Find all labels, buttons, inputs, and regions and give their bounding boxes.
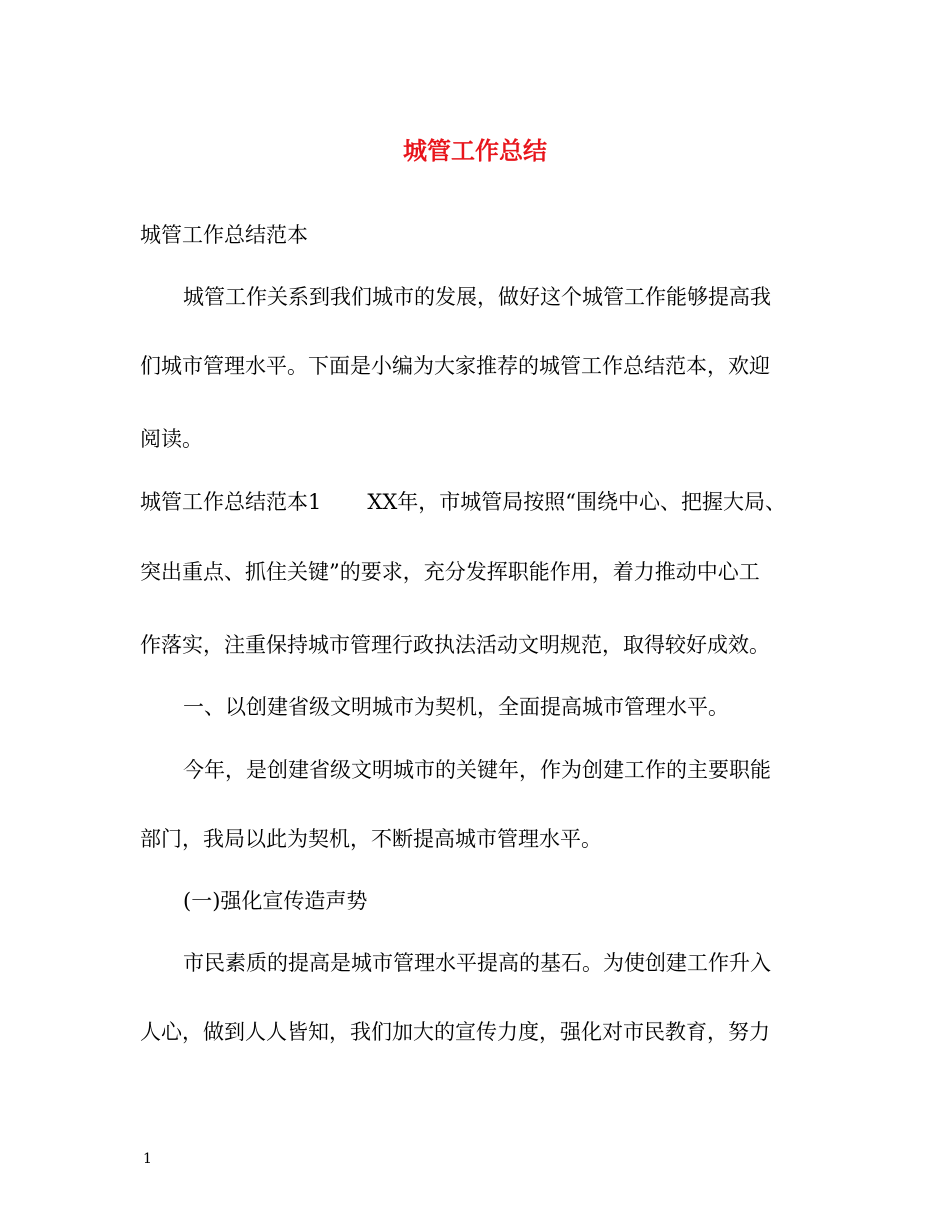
subsection1-body-line-2: 人心，做到人人皆知，我们加大的宣传力度，强化对市民教育，努力 xyxy=(140,1020,770,1044)
section1-heading: 一、以创建省级文明城市为契机，全面提高城市管理水平。 xyxy=(183,695,729,719)
sample1-first-line xyxy=(140,487,786,517)
sample1-line-2: 突出重点、抓住关键”的要求，充分发挥职能作用，着力推动中心工 xyxy=(140,560,760,584)
sample1-line-3: 作落实，注重保持城市管理行政执法活动文明规范，取得较好成效。 xyxy=(140,633,770,657)
intro-line-2: 们城市管理水平。下面是小编为大家推荐的城管工作总结范本，欢迎 xyxy=(140,354,770,378)
intro-line-1: 城管工作关系到我们城市的发展，做好这个城管工作能够提高我 xyxy=(183,285,771,309)
section1-body-line-1: 今年，是创建省级文明城市的关键年，作为创建工作的主要职能 xyxy=(183,758,771,782)
intro-line-3: 阅读。 xyxy=(140,427,203,451)
subsection1-heading: (一)强化宣传造声势 xyxy=(183,889,368,913)
sample1-line-1: XX年，市城管局按照“围绕中心、把握大局、 xyxy=(367,490,787,514)
document-title: 城管工作总结 xyxy=(403,136,547,165)
subsection1-body-line-1: 市民素质的提高是城市管理水平提高的基石。为使创建工作升入 xyxy=(183,951,771,975)
document-subtitle: 城管工作总结范本 xyxy=(140,223,308,247)
sample1-heading: 城管工作总结范本1 xyxy=(140,490,322,514)
page-number: 1 xyxy=(143,1151,152,1167)
section1-body-line-2: 部门，我局以此为契机，不断提高城市管理水平。 xyxy=(140,827,602,851)
